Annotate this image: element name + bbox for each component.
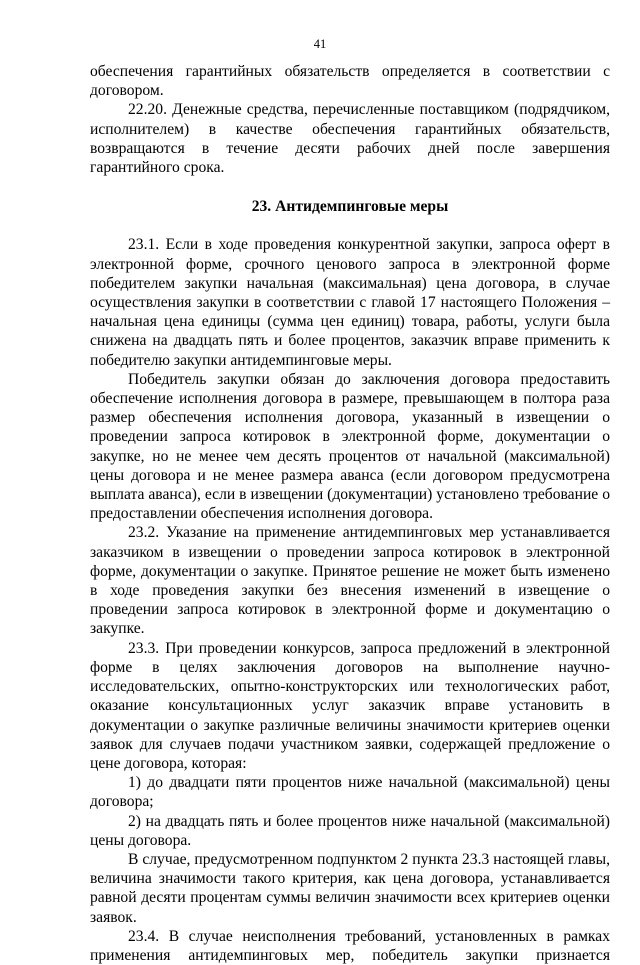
section-heading: 23. Антидемпинговые меры: [251, 198, 449, 216]
list-item-2: 2) на двадцать пять и более процентов ниже начальной (максимальной) цены договора.: [90, 812, 610, 849]
page-number: 41: [313, 37, 327, 51]
paragraph-23-3: 23.3. При проведении конкурсов, запроса предложений в электронной форме в целях заключения договоров на выполнение научно-исследовательских, опытно-конструкторских или технологических работ, оказание консультационных услуг заказчик вправе установить в документации о закупке различные величины значимости критериев оценки заявок для случаев подачи участником заявки, содержащей предложение о цене договора, которая:: [90, 639, 610, 772]
paragraph-22-20: 22.20. Денежные средства, перечисленные поставщиком (подрядчиком, исполнителем) в качестве обеспечения гарантийных обязательств, возвращаются в течение десяти рабочих дней после завершения гарантийного срока.: [90, 101, 610, 177]
paragraph-winner-obligation: Победитель закупки обязан до заключения договора предоставить обеспечение исполнения договора в размере, превышающем в полтора раза размер обеспечения исполнения договора, указанный в извещении о проведении запроса котировок в электронной форме, документации о закупке, но не менее чем десять процентов от начальной (максимальной) цены договора и не менее размера аванса (если договором предусмотрена выплата аванса), если в извещении (документации) установлено требование о предоставлении обеспечения исполнения договора.: [90, 370, 610, 523]
page-content: [90, 62, 610, 965]
paragraph-23-1: 23.1. Если в ходе проведения конкурентной закупки, запроса оферт в электронной форме, срочного ценового запроса в электронной форме победителем закупки начальная (максимальная) цена договора, в случае осуществления закупки в соответствии с главой 17 настоящего Положения – начальная цена единицы (сумма цен единиц) товара, работы, услуги была снижена на двадцать пять и более процентов, заказчик вправе применить к победителю закупки антидемпинговые меры.: [90, 236, 610, 369]
list-item-1: 1) до двадцати пяти процентов ниже начальной (максимальной) цены договора;: [90, 774, 610, 811]
paragraph-continuation: обеспечения гарантийных обязательств определяется в соответствии с договором.: [90, 63, 610, 100]
paragraph-case-subpoint-2: В случае, предусмотренном подпунктом 2 пункта 23.3 настоящей главы, величина значимости такого критерия, как цена договора, устанавливается равной десяти процентам суммы величин значимости всех критериев оценки заявок.: [90, 850, 610, 926]
paragraph-23-4: 23.4. В случае неисполнения требований, установленных в рамках применения антидемпинговых мер, победитель закупки признается: [90, 927, 610, 964]
paragraph-23-2: 23.2. Указание на применение антидемпинговых мер устанавливается заказчиком в извещении о проведении запроса котировок в электронной форме, документации о закупке. Принятое решение не может быть изменено в ходе проведения закупки без внесения изменений в извещение о проведении запроса котировок в электронной форме и документацию о закупке.: [90, 524, 610, 638]
